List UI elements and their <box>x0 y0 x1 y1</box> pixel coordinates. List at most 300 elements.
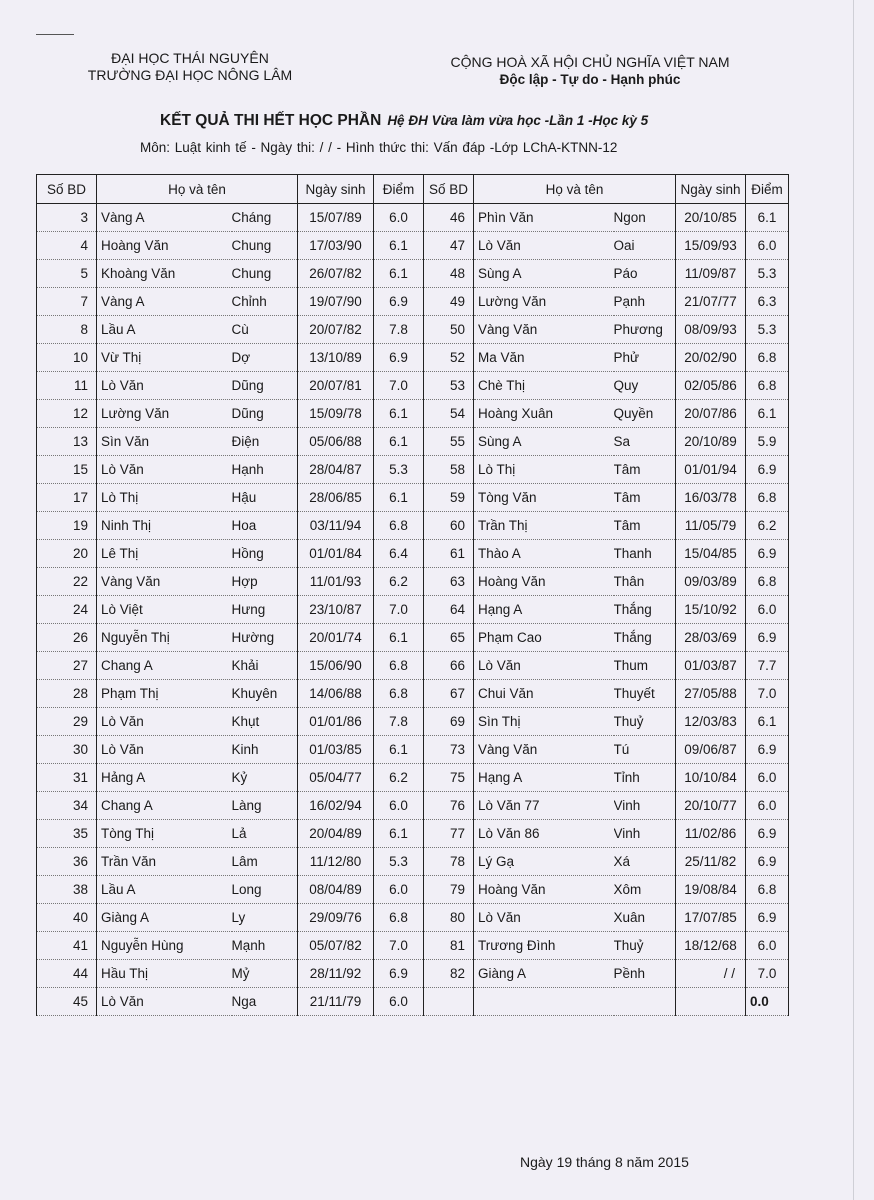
table-body <box>37 204 789 1016</box>
cell-ngaysinh: 28/06/85 <box>298 484 374 512</box>
cell-ten: Quyền <box>614 400 676 428</box>
cell-sbd: 50 <box>424 316 474 344</box>
cell-ho: Sìn Văn <box>97 428 232 456</box>
cell-ngaysinh: 29/09/76 <box>298 904 374 932</box>
cell-sbd: 24 <box>37 596 97 624</box>
cell-ngaysinh: 16/02/94 <box>298 792 374 820</box>
cell-ho: Lý Gạ <box>474 848 614 876</box>
cell-ho: Thào A <box>474 540 614 568</box>
cell-ten: Thuỷ <box>614 932 676 960</box>
cell-ngaysinh: 09/06/87 <box>676 736 746 764</box>
header-score-right: Điểm <box>746 175 789 204</box>
cell-sbd: 80 <box>424 904 474 932</box>
cell-sbd: 7 <box>37 288 97 316</box>
cell-sbd: 76 <box>424 792 474 820</box>
header-dob-left: Ngày sinh <box>298 175 374 204</box>
cell-ten: Hoa <box>232 512 298 540</box>
cell-ngaysinh: 20/10/85 <box>676 204 746 232</box>
cell-sbd: 58 <box>424 456 474 484</box>
header-name-left: Họ và tên <box>97 175 298 204</box>
cell-diem: 6.0 <box>746 596 789 624</box>
cell-ten: Phử <box>614 344 676 372</box>
cell-ho <box>474 988 614 1016</box>
cell-sbd: 49 <box>424 288 474 316</box>
signing-date: Ngày 19 tháng 8 năm 2015 <box>520 1154 689 1170</box>
cell-ho: Hoàng Văn <box>474 876 614 904</box>
cell-ho: Hoàng Xuân <box>474 400 614 428</box>
cell-diem: 6.1 <box>746 400 789 428</box>
cell-diem: 6.9 <box>374 344 424 372</box>
cell-ten: Ngon <box>614 204 676 232</box>
cell-ngaysinh: 19/07/90 <box>298 288 374 316</box>
cell-diem: 7.8 <box>374 316 424 344</box>
cell-ten: Xá <box>614 848 676 876</box>
cell-diem: 6.2 <box>374 568 424 596</box>
cell-diem: 6.0 <box>374 876 424 904</box>
cell-ho: Lầu A <box>97 876 232 904</box>
cell-diem: 5.3 <box>374 456 424 484</box>
cell-sbd: 26 <box>37 624 97 652</box>
cell-ho: Lò Văn 77 <box>474 792 614 820</box>
cell-ngaysinh: 01/03/85 <box>298 736 374 764</box>
cell-ten: Tỉnh <box>614 764 676 792</box>
header-score-left: Điểm <box>374 175 424 204</box>
cell-sbd: 38 <box>37 876 97 904</box>
cell-ho: Chui Văn <box>474 680 614 708</box>
cell-sbd: 69 <box>424 708 474 736</box>
cell-diem: 6.0 <box>746 764 789 792</box>
cell-ngaysinh: 23/10/87 <box>298 596 374 624</box>
cell-ten: Chỉnh <box>232 288 298 316</box>
cell-ngaysinh: 01/03/87 <box>676 652 746 680</box>
cell-ten: Thum <box>614 652 676 680</box>
title-main: KẾT QUẢ THI HẾT HỌC PHẦN <box>160 112 382 129</box>
cell-ten: Hồng <box>232 540 298 568</box>
cell-sbd: 75 <box>424 764 474 792</box>
table-row <box>37 876 789 904</box>
table-row <box>37 540 789 568</box>
cell-ngaysinh: 08/09/93 <box>676 316 746 344</box>
cell-ngaysinh: 17/07/85 <box>676 904 746 932</box>
cell-ho: Tòng Văn <box>474 484 614 512</box>
cell-diem: 6.1 <box>374 428 424 456</box>
cell-ngaysinh: 03/11/94 <box>298 512 374 540</box>
cell-ngaysinh: 19/08/84 <box>676 876 746 904</box>
cell-sbd: 64 <box>424 596 474 624</box>
cell-ho: Hầu Thị <box>97 960 232 988</box>
cell-ho: Sìn Thị <box>474 708 614 736</box>
cell-ten: Cháng <box>232 204 298 232</box>
cell-ten: Thuyết <box>614 680 676 708</box>
cell-sbd: 45 <box>37 988 97 1016</box>
table-row <box>37 960 789 988</box>
cell-sbd: 66 <box>424 652 474 680</box>
cell-ngaysinh: 20/10/89 <box>676 428 746 456</box>
cell-diem: 6.1 <box>374 232 424 260</box>
cell-diem: 6.1 <box>374 260 424 288</box>
cell-ngaysinh: 28/03/69 <box>676 624 746 652</box>
table-row <box>37 568 789 596</box>
cell-ngaysinh: 15/10/92 <box>676 596 746 624</box>
cell-sbd: 3 <box>37 204 97 232</box>
cell-diem: 6.8 <box>374 512 424 540</box>
cell-diem: 7.0 <box>746 960 789 988</box>
cell-diem: 7.7 <box>746 652 789 680</box>
table-row <box>37 848 789 876</box>
cell-ten: Hường <box>232 624 298 652</box>
cell-ten: Oai <box>614 232 676 260</box>
cell-ho: Lầu A <box>97 316 232 344</box>
cell-ten: Dũng <box>232 400 298 428</box>
cell-sbd: 81 <box>424 932 474 960</box>
cell-ho: Vàng Văn <box>474 316 614 344</box>
cell-diem: 6.9 <box>746 848 789 876</box>
cell-sbd: 28 <box>37 680 97 708</box>
cell-ten: Mỷ <box>232 960 298 988</box>
cell-sbd: 17 <box>37 484 97 512</box>
table-row <box>37 456 789 484</box>
cell-ngaysinh: 20/07/82 <box>298 316 374 344</box>
cell-diem: 6.0 <box>374 988 424 1016</box>
cell-ho: Lò Văn <box>474 652 614 680</box>
cell-ngaysinh: 11/01/93 <box>298 568 374 596</box>
header-dob-right: Ngày sinh <box>676 175 746 204</box>
cell-ngaysinh: 12/03/83 <box>676 708 746 736</box>
cell-diem: 6.0 <box>746 232 789 260</box>
cell-sbd: 20 <box>37 540 97 568</box>
cell-sbd: 31 <box>37 764 97 792</box>
cell-diem: 6.8 <box>746 372 789 400</box>
cell-ten: Ly <box>232 904 298 932</box>
cell-sbd: 5 <box>37 260 97 288</box>
header-left <box>60 50 320 84</box>
cell-sbd: 29 <box>37 708 97 736</box>
cell-ho: Vàng Văn <box>97 568 232 596</box>
cell-ten: Cù <box>232 316 298 344</box>
cell-ngaysinh: 15/06/90 <box>298 652 374 680</box>
cell-ten: Thân <box>614 568 676 596</box>
cell-sbd: 73 <box>424 736 474 764</box>
cell-ho: Vàng A <box>97 204 232 232</box>
cell-ten: Lâm <box>232 848 298 876</box>
cell-diem: 5.3 <box>746 260 789 288</box>
cell-ten: Tâm <box>614 512 676 540</box>
table-row <box>37 372 789 400</box>
cell-diem: 5.9 <box>746 428 789 456</box>
cell-sbd: 47 <box>424 232 474 260</box>
cell-sbd: 36 <box>37 848 97 876</box>
cell-ngaysinh <box>676 988 746 1016</box>
cell-ho: Lò Văn <box>474 904 614 932</box>
title-detail: Hệ ĐH Vừa làm vừa học -Lần 1 -Học kỳ 5 <box>387 113 649 128</box>
cell-diem: 5.3 <box>374 848 424 876</box>
cell-ho: Hoàng Văn <box>97 232 232 260</box>
cell-ten: Khuyên <box>232 680 298 708</box>
page-edge <box>853 0 854 1200</box>
cell-ngaysinh: 27/05/88 <box>676 680 746 708</box>
cell-diem: 7.0 <box>746 680 789 708</box>
cell-sbd: 15 <box>37 456 97 484</box>
cell-diem: 6.3 <box>746 288 789 316</box>
cell-sbd: 65 <box>424 624 474 652</box>
cell-sbd: 78 <box>424 848 474 876</box>
cell-ngaysinh: 17/03/90 <box>298 232 374 260</box>
cell-sbd: 34 <box>37 792 97 820</box>
cell-ho: Tòng Thị <box>97 820 232 848</box>
cell-sbd: 54 <box>424 400 474 428</box>
cell-ngaysinh: 20/04/89 <box>298 820 374 848</box>
table-row <box>37 344 789 372</box>
cell-ten: Pạnh <box>614 288 676 316</box>
cell-ho: Lò Văn <box>97 736 232 764</box>
cell-ten: Vinh <box>614 820 676 848</box>
cell-sbd: 41 <box>37 932 97 960</box>
table-row <box>37 764 789 792</box>
cell-diem: 6.9 <box>746 904 789 932</box>
cell-sbd: 63 <box>424 568 474 596</box>
cell-ho: Ninh Thị <box>97 512 232 540</box>
cell-ngaysinh: 01/01/94 <box>676 456 746 484</box>
cell-ten: Chung <box>232 232 298 260</box>
cell-diem: 6.9 <box>374 288 424 316</box>
cell-sbd: 30 <box>37 736 97 764</box>
cell-ten: Hợp <box>232 568 298 596</box>
cell-diem: 6.1 <box>746 204 789 232</box>
cell-ngaysinh: 01/01/84 <box>298 540 374 568</box>
cell-ngaysinh: 28/04/87 <box>298 456 374 484</box>
cell-ten: Xuân <box>614 904 676 932</box>
cell-diem: 6.4 <box>374 540 424 568</box>
cell-ho: Chang A <box>97 792 232 820</box>
cell-sbd: 19 <box>37 512 97 540</box>
cell-ngaysinh: / / <box>676 960 746 988</box>
cell-diem: 6.1 <box>374 400 424 428</box>
cell-ho: Chang A <box>97 652 232 680</box>
table-row <box>37 288 789 316</box>
cell-ten: Khải <box>232 652 298 680</box>
cell-ho: Chè Thị <box>474 372 614 400</box>
cell-ho: Lê Thị <box>97 540 232 568</box>
cell-diem: 7.8 <box>374 708 424 736</box>
cell-ngaysinh: 05/04/77 <box>298 764 374 792</box>
cell-ho: Ma Văn <box>474 344 614 372</box>
cell-diem: 6.1 <box>374 624 424 652</box>
cell-sbd: 67 <box>424 680 474 708</box>
cell-sbd: 82 <box>424 960 474 988</box>
cell-ten: Dợ <box>232 344 298 372</box>
cell-ngaysinh: 21/07/77 <box>676 288 746 316</box>
cell-diem: 6.0 <box>374 204 424 232</box>
cell-ho: Khoàng Văn <box>97 260 232 288</box>
cell-ten: Sa <box>614 428 676 456</box>
table-row <box>37 652 789 680</box>
cell-ngaysinh: 16/03/78 <box>676 484 746 512</box>
cell-ten: Pềnh <box>614 960 676 988</box>
cell-ten: Xôm <box>614 876 676 904</box>
cell-ten: Thắng <box>614 624 676 652</box>
cell-ho: Sùng A <box>474 428 614 456</box>
cell-diem: 6.9 <box>746 456 789 484</box>
cell-ho: Hoàng Văn <box>474 568 614 596</box>
cell-ten: Lả <box>232 820 298 848</box>
cell-diem: 6.9 <box>746 820 789 848</box>
cell-ngaysinh: 11/05/79 <box>676 512 746 540</box>
table-row <box>37 624 789 652</box>
document-title <box>160 112 648 130</box>
cell-diem: 7.0 <box>374 596 424 624</box>
cell-ho: Hạng A <box>474 764 614 792</box>
cell-ngaysinh: 09/03/89 <box>676 568 746 596</box>
table-row <box>37 204 789 232</box>
cell-ho: Sùng A <box>474 260 614 288</box>
cell-ngaysinh: 02/05/86 <box>676 372 746 400</box>
cell-diem: 6.9 <box>746 736 789 764</box>
cell-ho: Lò Văn 86 <box>474 820 614 848</box>
university-name: ĐẠI HỌC THÁI NGUYÊN <box>111 50 269 66</box>
cell-diem: 6.2 <box>746 512 789 540</box>
cell-sbd: 55 <box>424 428 474 456</box>
cell-ten: Tâm <box>614 456 676 484</box>
cell-diem: 6.8 <box>374 904 424 932</box>
cell-ngaysinh: 01/01/86 <box>298 708 374 736</box>
cell-sbd: 61 <box>424 540 474 568</box>
cell-ngaysinh: 18/12/68 <box>676 932 746 960</box>
cell-ten: Khụt <box>232 708 298 736</box>
cell-ho: Phìn Văn <box>474 204 614 232</box>
cell-ho: Lò Văn <box>97 708 232 736</box>
cell-ten: Điện <box>232 428 298 456</box>
corner-mark <box>36 34 74 35</box>
cell-ngaysinh: 05/07/82 <box>298 932 374 960</box>
cell-ho: Lò Việt <box>97 596 232 624</box>
cell-diem: 6.8 <box>374 652 424 680</box>
exam-info: Môn: Luật kinh tế - Ngày thi: / / - Hình thức thi: Vấn đáp -Lớp LChA-KTNN-12 <box>140 140 618 155</box>
cell-ten: Mạnh <box>232 932 298 960</box>
cell-ngaysinh: 14/06/88 <box>298 680 374 708</box>
cell-ten: Tú <box>614 736 676 764</box>
cell-ho: Lò Văn <box>97 988 232 1016</box>
cell-ho: Lường Văn <box>97 400 232 428</box>
table-row <box>37 512 789 540</box>
cell-ngaysinh: 20/02/90 <box>676 344 746 372</box>
cell-ten: Phương <box>614 316 676 344</box>
cell-ngaysinh: 15/04/85 <box>676 540 746 568</box>
cell-ten: Tâm <box>614 484 676 512</box>
cell-ho: Hảng A <box>97 764 232 792</box>
cell-ho: Lò Văn <box>97 456 232 484</box>
cell-diem: 6.0 <box>374 792 424 820</box>
cell-ngaysinh: 11/02/86 <box>676 820 746 848</box>
cell-ho: Phạm Cao <box>474 624 614 652</box>
cell-sbd: 46 <box>424 204 474 232</box>
header-name-right: Họ và tên <box>474 175 676 204</box>
cell-ten: Làng <box>232 792 298 820</box>
cell-ten: Hạnh <box>232 456 298 484</box>
cell-diem: 6.2 <box>374 764 424 792</box>
cell-ho: Hạng A <box>474 596 614 624</box>
cell-ten: Thuỷ <box>614 708 676 736</box>
table-header-row <box>37 175 789 204</box>
cell-diem: 6.1 <box>746 708 789 736</box>
cell-ngaysinh: 15/09/78 <box>298 400 374 428</box>
cell-sbd: 12 <box>37 400 97 428</box>
table-row <box>37 680 789 708</box>
cell-ho: Lò Thị <box>97 484 232 512</box>
cell-ho: Phạm Thị <box>97 680 232 708</box>
cell-ten: Long <box>232 876 298 904</box>
cell-ho: Lò Văn <box>97 372 232 400</box>
cell-ten: Hậu <box>232 484 298 512</box>
cell-ten: Kỷ <box>232 764 298 792</box>
cell-diem: 6.9 <box>746 624 789 652</box>
table-row <box>37 820 789 848</box>
cell-sbd: 22 <box>37 568 97 596</box>
header-right <box>430 53 750 89</box>
cell-sbd: 4 <box>37 232 97 260</box>
table-row <box>37 736 789 764</box>
cell-ngaysinh: 13/10/89 <box>298 344 374 372</box>
cell-ten: Kinh <box>232 736 298 764</box>
cell-diem: 6.8 <box>746 344 789 372</box>
cell-ngaysinh: 20/01/74 <box>298 624 374 652</box>
cell-diem: 6.1 <box>374 736 424 764</box>
cell-sbd: 40 <box>37 904 97 932</box>
cell-sbd: 60 <box>424 512 474 540</box>
cell-ngaysinh: 26/07/82 <box>298 260 374 288</box>
cell-ho: Nguyễn Thị <box>97 624 232 652</box>
cell-diem: 6.8 <box>746 484 789 512</box>
cell-ten: Páo <box>614 260 676 288</box>
cell-ho: Lò Văn <box>474 232 614 260</box>
table-row <box>37 708 789 736</box>
cell-sbd: 10 <box>37 344 97 372</box>
cell-ho: Nguyễn Hùng <box>97 932 232 960</box>
cell-sbd: 44 <box>37 960 97 988</box>
cell-diem: 0.0 <box>746 988 789 1016</box>
cell-ho: Lường Văn <box>474 288 614 316</box>
motto: Độc lập - Tự do - Hạnh phúc <box>499 72 681 87</box>
cell-diem: 6.8 <box>374 680 424 708</box>
cell-ngaysinh: 15/07/89 <box>298 204 374 232</box>
cell-ten: Chung <box>232 260 298 288</box>
cell-ten: Thắng <box>614 596 676 624</box>
cell-ngaysinh: 20/07/86 <box>676 400 746 428</box>
cell-sbd: 53 <box>424 372 474 400</box>
cell-sbd: 77 <box>424 820 474 848</box>
cell-sbd <box>424 988 474 1016</box>
cell-ho: Giàng A <box>97 904 232 932</box>
table-row <box>37 932 789 960</box>
cell-diem: 6.1 <box>374 484 424 512</box>
cell-ngaysinh: 05/06/88 <box>298 428 374 456</box>
cell-sbd: 13 <box>37 428 97 456</box>
cell-ho: Trương Đình <box>474 932 614 960</box>
cell-ho: Trần Văn <box>97 848 232 876</box>
table-row <box>37 260 789 288</box>
cell-ho: Vàng A <box>97 288 232 316</box>
cell-diem: 6.8 <box>746 876 789 904</box>
table-row <box>37 400 789 428</box>
cell-diem: 7.0 <box>374 932 424 960</box>
cell-ten: Dũng <box>232 372 298 400</box>
cell-diem: 6.1 <box>374 820 424 848</box>
table-row <box>37 792 789 820</box>
results-table <box>36 174 789 1016</box>
cell-sbd: 48 <box>424 260 474 288</box>
cell-diem: 6.0 <box>746 792 789 820</box>
cell-ngaysinh: 15/09/93 <box>676 232 746 260</box>
cell-ten: Nga <box>232 988 298 1016</box>
